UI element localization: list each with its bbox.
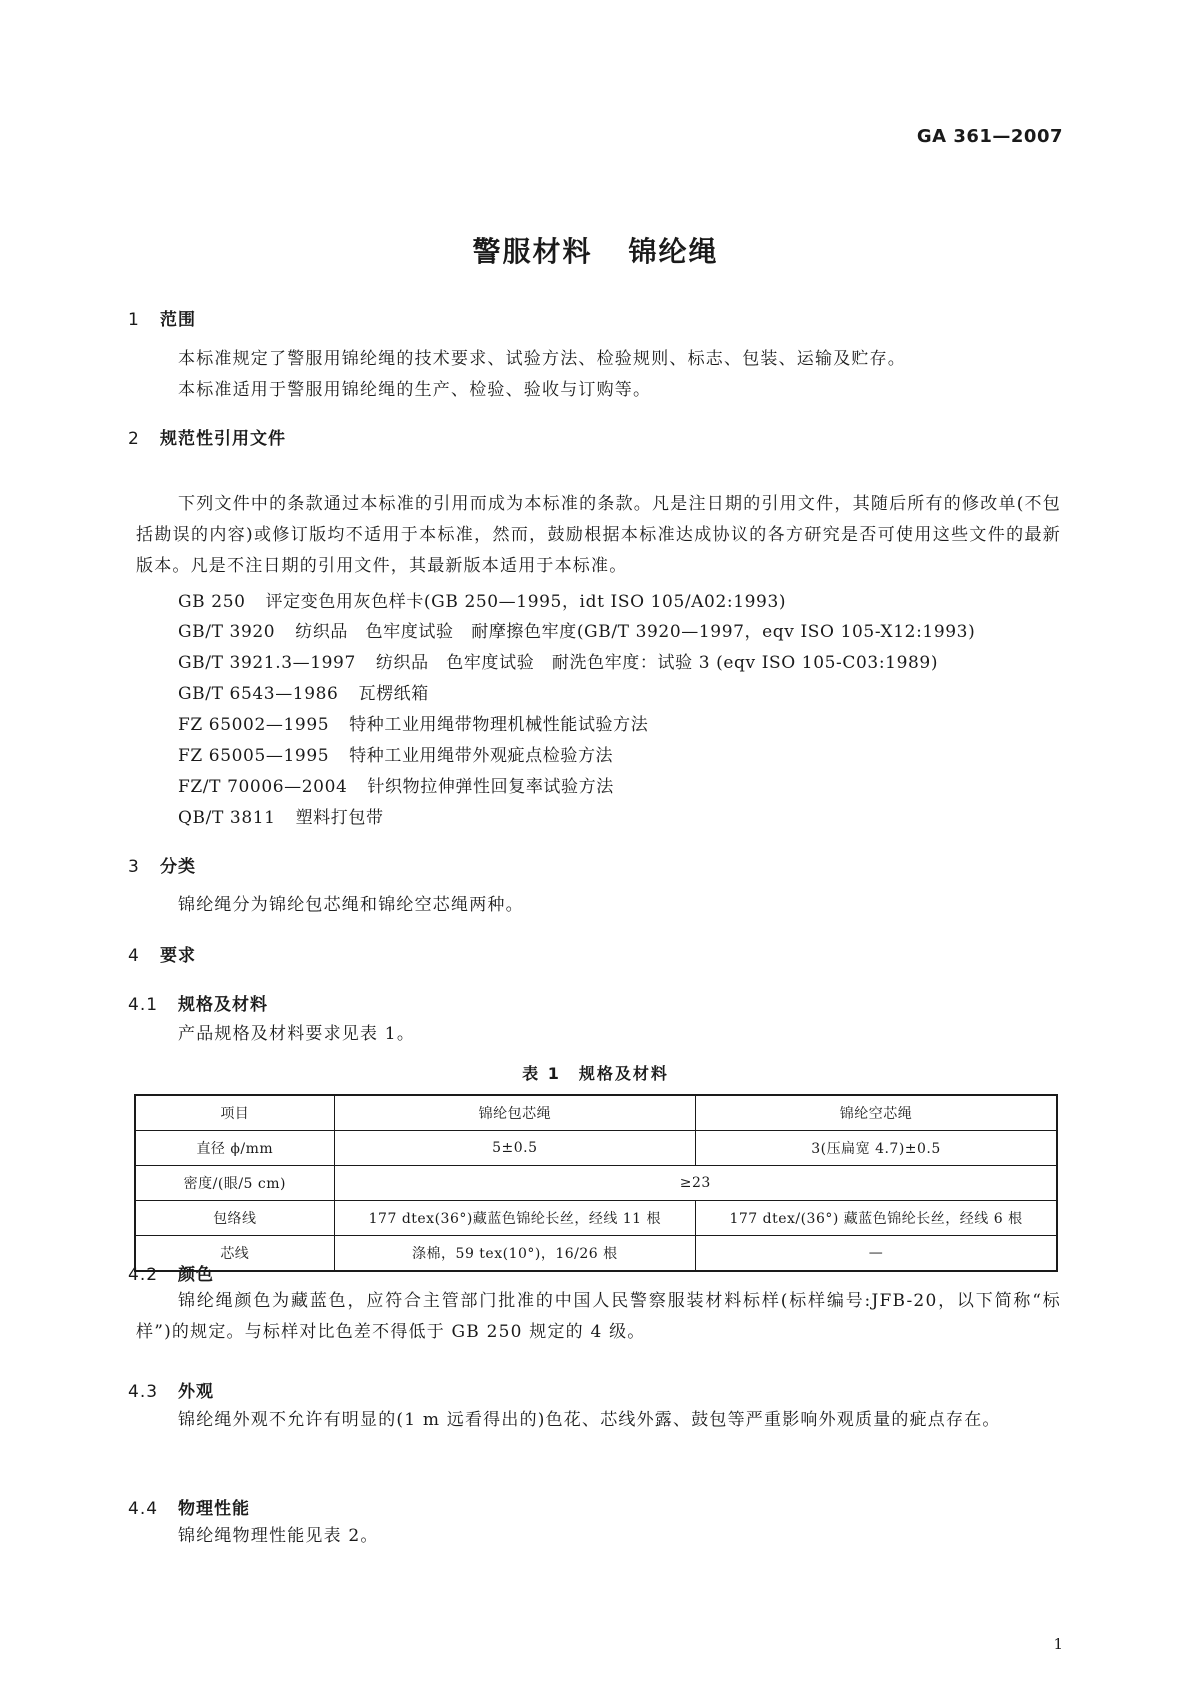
reference-code: FZ 65005—1995 (178, 746, 330, 766)
table-row (135, 1236, 1057, 1272)
page-number: 1 (1053, 1635, 1063, 1653)
table-cell-label: 直径 ϕ/mm (135, 1131, 334, 1166)
table-1-caption: 表 1 规格及材料 (522, 1064, 669, 1083)
reference-code: QB/T 3811 (178, 808, 276, 828)
subsection-4-3-paragraph: 锦纶绳外观不允许有明显的(1 m 远看得出的)色花、芯线外露、鼓包等严重影响外观质量的疵点存在。 (178, 1410, 1001, 1430)
reference-title: 特种工业用绳带外观疵点检验方法 (349, 746, 614, 766)
reference-title: 瓦楞纸箱 (358, 684, 429, 704)
subsection-4-3-heading (128, 1377, 214, 1402)
section-title: 要求 (160, 946, 196, 966)
reference-title: 纺织品 色牢度试验 耐摩擦色牢度(GB/T 3920—1997，eqv ISO 105-X12:1993) (295, 622, 976, 642)
table-cell: 3(压扁宽 4.7)±0.5 (696, 1131, 1057, 1166)
section-number: 1 (128, 310, 140, 330)
section-title: 物理性能 (178, 1499, 250, 1519)
title-part-2: 锦纶绳 (628, 235, 719, 268)
section-number: 2 (128, 429, 140, 449)
section-1-heading (128, 305, 196, 330)
reference-item (178, 803, 384, 828)
section-title: 分类 (160, 857, 196, 877)
reference-item (178, 617, 975, 642)
table-cell: 涤棉，59 tex(10°)，16/26 根 (334, 1236, 695, 1272)
reference-code: GB 250 (178, 592, 246, 612)
table-row (135, 1201, 1057, 1236)
table-header-cell: 锦纶空芯绳 (696, 1095, 1057, 1131)
table-header-row (135, 1095, 1057, 1131)
table-cell: 5±0.5 (334, 1131, 695, 1166)
reference-title: 评定变色用灰色样卡(GB 250—1995，idt ISO 105/A02:1993) (265, 592, 787, 612)
reference-code: GB/T 3920 (178, 622, 276, 642)
section-number: 4.4 (128, 1499, 159, 1519)
section-2-intro: 下列文件中的条款通过本标准的引用而成为本标准的条款。凡是注日期的引用文件，其随后所有的修改单(不包括勘误的内容)或修订版均不适用于本标准，然而，鼓励根据本标准达成协议的各方研究是否可使用这些文件的最新版本。凡是不注日期的引用文件，其最新版本适用于本标准。 (136, 494, 1061, 576)
reference-item (178, 772, 614, 797)
section-number: 4.3 (128, 1382, 159, 1402)
reference-item (178, 710, 648, 735)
table-row (135, 1166, 1057, 1201)
reference-title: 特种工业用绳带物理机械性能试验方法 (349, 715, 649, 735)
reference-title: 针织物拉伸弹性回复率试验方法 (367, 777, 614, 797)
reference-item (178, 587, 786, 612)
table-cell: 177 dtex(36°)藏蓝色锦纶长丝，经线 11 根 (334, 1201, 695, 1236)
subsection-4-2-heading (128, 1260, 214, 1285)
table-row (135, 1131, 1057, 1166)
subsection-4-2-paragraph: 锦纶绳颜色为藏蓝色，应符合主管部门批准的中国人民警察服装材料标样(标样编号:JFB-20，以下简称“标样”)的规定。与标样对比色差不得低于 GB 250 规定的 4 级。 (136, 1291, 1061, 1342)
section-number: 4 (128, 946, 140, 966)
section-title: 外观 (178, 1382, 214, 1402)
reference-item (178, 648, 938, 673)
section-number: 4.1 (128, 995, 159, 1015)
reference-code: GB/T 3921.3—1997 (178, 653, 356, 673)
table-cell-label: 密度/(眼/5 cm) (135, 1166, 334, 1201)
table-cell-merged: ≥23 (334, 1166, 1057, 1201)
table-header-cell: 项目 (135, 1095, 334, 1131)
reference-code: GB/T 6543—1986 (178, 684, 339, 704)
section-title: 颜色 (178, 1265, 214, 1285)
section-1-paragraph-2: 本标准适用于警服用锦纶绳的生产、检验、验收与订购等。 (178, 380, 652, 400)
table-cell-label: 芯线 (135, 1236, 334, 1272)
section-title: 规格及材料 (178, 995, 268, 1015)
table-1 (134, 1094, 1058, 1272)
reference-item (178, 679, 429, 704)
table-cell: — (696, 1236, 1057, 1272)
section-number: 4.2 (128, 1265, 159, 1285)
section-2-heading (128, 424, 286, 449)
subsection-4-4-paragraph: 锦纶绳物理性能见表 2。 (178, 1526, 379, 1546)
section-title: 范围 (160, 310, 196, 330)
subsection-4-1-paragraph: 产品规格及材料要求见表 1。 (178, 1024, 416, 1044)
section-number: 3 (128, 857, 140, 877)
page-title (0, 230, 1191, 270)
reference-code: FZ 65002—1995 (178, 715, 330, 735)
table-cell-label: 包络线 (135, 1201, 334, 1236)
standard-code: GA 361—2007 (916, 126, 1063, 147)
section-title: 规范性引用文件 (160, 429, 286, 449)
section-4-heading (128, 941, 196, 966)
subsection-4-4-heading (128, 1494, 250, 1519)
reference-code: FZ/T 70006—2004 (178, 777, 348, 797)
reference-title: 纺织品 色牢度试验 耐洗色牢度：试验 3 (eqv ISO 105-C03:1989) (375, 653, 939, 673)
section-3-heading (128, 852, 196, 877)
title-part-1: 警服材料 (472, 235, 593, 268)
table-cell: 177 dtex/(36°) 藏蓝色锦纶长丝，经线 6 根 (696, 1201, 1057, 1236)
section-1-paragraph-1: 本标准规定了警服用锦纶绳的技术要求、试验方法、检验规则、标志、包装、运输及贮存。 (178, 349, 906, 369)
reference-title: 塑料打包带 (295, 808, 384, 828)
table-header-cell: 锦纶包芯绳 (334, 1095, 695, 1131)
subsection-4-1-heading (128, 990, 268, 1015)
reference-item (178, 741, 613, 766)
section-3-paragraph: 锦纶绳分为锦纶包芯绳和锦纶空芯绳两种。 (178, 895, 524, 915)
